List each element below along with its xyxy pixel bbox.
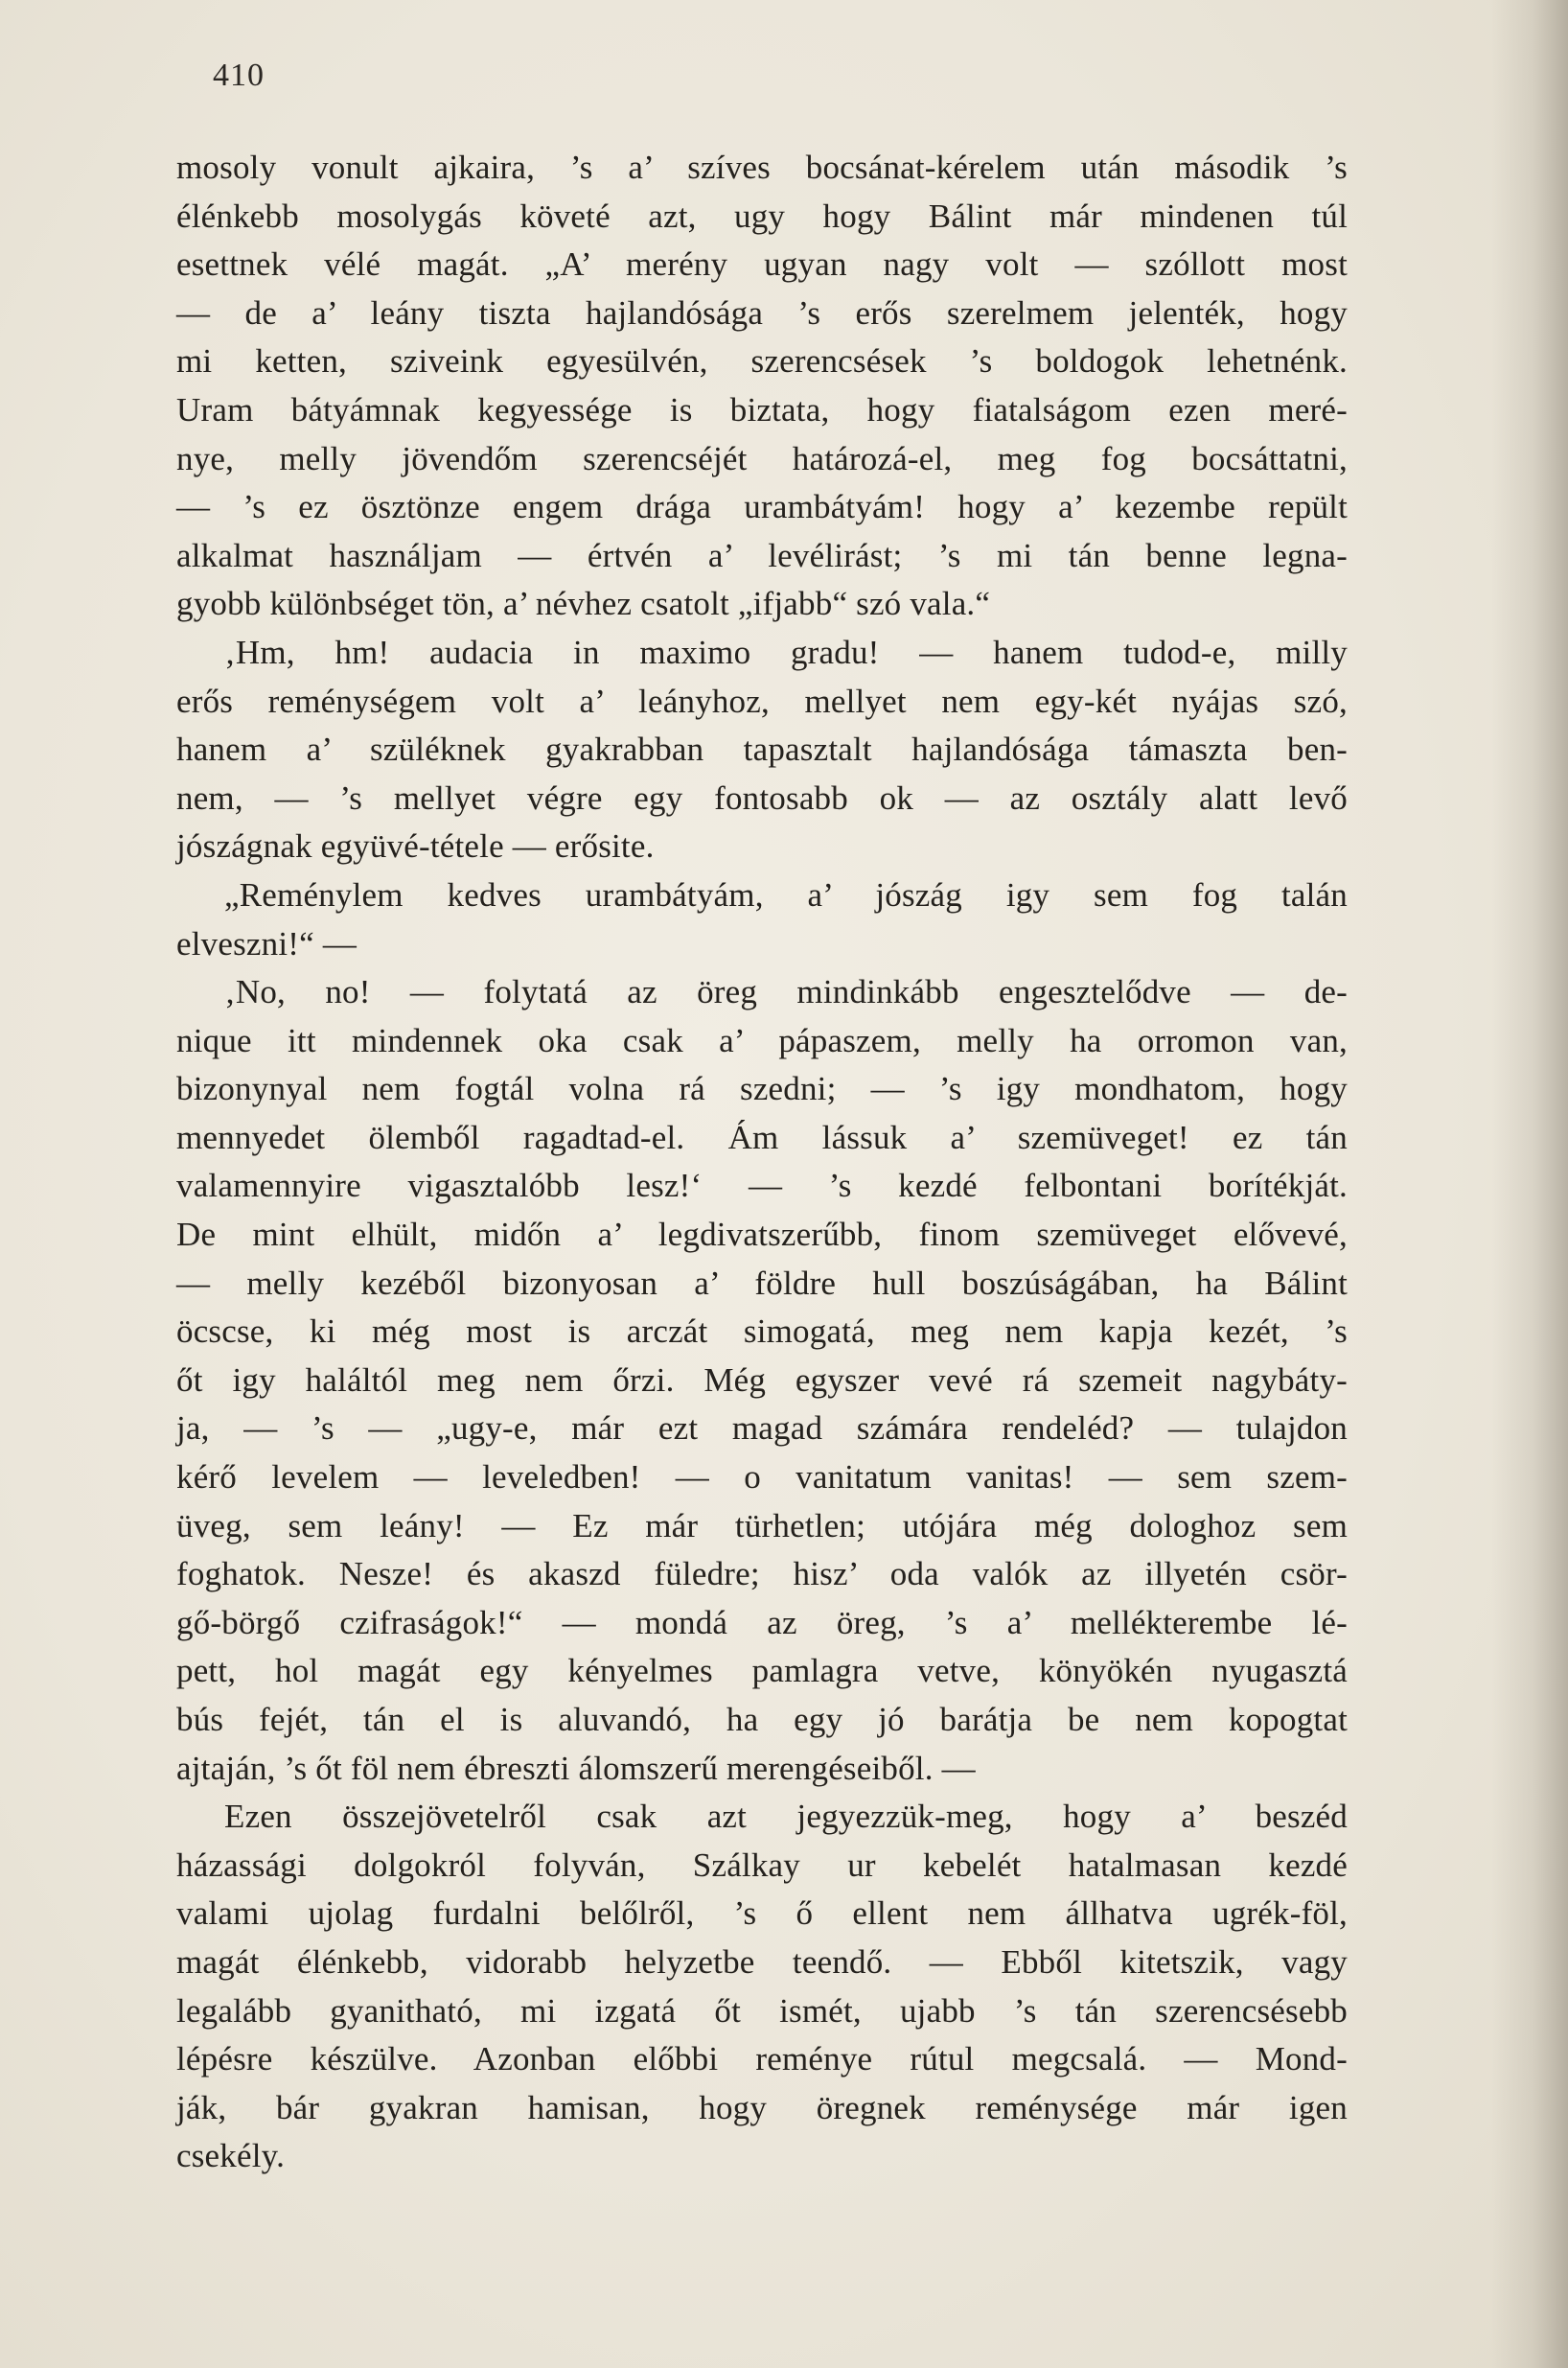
text-line: „Reménylem kedves urambátyám, a’ jószág igy sem fog talán — [224, 875, 1348, 914]
text-line: gő-börgő czifraságok!“ — mondá az öreg, ’s a’ mellékterembe lé- — [176, 1603, 1348, 1641]
text-line: — de a’ leány tiszta hajlandósága ’s erős szerelmem jelenték, hogy — [176, 293, 1348, 332]
text-line: legalább gyanitható, mi izgatá őt ismét, ujabb ’s tán szerencsésebb — [176, 1991, 1348, 2030]
page-binding-shadow — [1491, 0, 1568, 2368]
text-line: ja, — ’s — „ugy-e, már ezt magad számára rendeléd? — tulajdon — [176, 1409, 1348, 1448]
text-line: — melly kezéből bizonyosan a’ földre hull boszúságában, ha Bálint — [176, 1264, 1348, 1302]
text-line: magát élénkebb, vidorabb helyzetbe teendő. — Ebből kitetszik, vagy — [176, 1942, 1348, 1981]
text-line: Uram bátyámnak kegyessége is biztata, hogy fiatalságom ezen meré- — [176, 390, 1348, 429]
text-line: jószágnak együvé-tétele — erősite. — [176, 827, 655, 866]
text-line: házassági dolgokról folyván, Szálkay ur kebelét hatalmasan kezdé — [176, 1846, 1348, 1884]
text-line: pett, hol magát egy kényelmes pamlagra vetve, könyökén nyugasztá — [176, 1652, 1348, 1690]
text-line: alkalmat használjam — értvén a’ levélirást; ’s mi tán benne legna- — [176, 536, 1348, 574]
text-line: hanem a’ szüléknek gyakrabban tapasztalt hajlandósága támaszta ben- — [176, 731, 1348, 769]
text-line: ajtaján, ’s őt föl nem ébreszti álomszerű merengéseiből. — — [176, 1749, 976, 1787]
body-text — [176, 144, 1348, 2181]
text-line: üveg, sem leány! — Ez már türhetlen; utójára még dologhoz sem — [176, 1506, 1348, 1544]
text-line: mi ketten, sziveink egyesülvén, szerencsések ’s boldogok lehetnénk. — [176, 342, 1348, 381]
text-line: valami ujolag furdalni belőlről, ’s ő ellent nem állhatva ugrék-föl, — [176, 1894, 1348, 1933]
text-line: élénkebb mosolygás követé azt, ugy hogy Bálint már mindenen túl — [176, 197, 1348, 235]
text-line: Ezen összejövetelről csak azt jegyezzük-meg, hogy a’ beszéd — [224, 1798, 1348, 1836]
text-line: kérő levelem — leveledben! — o vanitatum vanitas! — sem szem- — [176, 1458, 1348, 1497]
text-line: nique itt mindennek oka csak a’ pápaszem, melly ha orromon van, — [176, 1021, 1348, 1059]
text-line: mosoly vonult ajkaira, ’s a’ szíves bocsánat-kérelem után második ’s — [176, 149, 1348, 186]
text-line: bizonynyal nem fogtál volna rá szedni; — ’s igy mondhatom, hogy — [176, 1070, 1348, 1108]
text-line: mennyedet ölemből ragadtad-el. Ám lássuk a’ szemüveget! ez tán — [176, 1118, 1348, 1156]
text-line: ják, bár gyakran hamisan, hogy öregnek reménysége már igen — [176, 2088, 1348, 2126]
text-line: gyobb különbséget tön, a’ névhez csatolt „ifjabb“ szó vala.“ — [176, 585, 991, 623]
text-line: — ’s ez ösztönze engem drága urambátyám! hogy a’ kezembe repült — [176, 488, 1348, 526]
text-line: bús fejét, tán el is aluvandó, ha egy jó barátja be nem kopogtat — [176, 1701, 1348, 1738]
text-line: valamennyire vigasztalóbb lesz!‘ — ’s kezdé felbontani borítékját. — [176, 1167, 1348, 1205]
text-line: öcscse, ki még most is arczát simogatá, meg nem kapja kezét, ’s — [176, 1312, 1348, 1351]
text-line: ‚No, no! — folytatá az öreg mindinkább engesztelődve — de- — [224, 973, 1348, 1011]
text-line: foghatok. Nesze! és akaszd füledre; hisz’ oda valók az illyetén csör- — [176, 1555, 1348, 1593]
text-line: esettnek vélé magát. „A’ merény ugyan nagy volt — szóllott most — [176, 245, 1348, 284]
text-line: nem, — ’s mellyet végre egy fontosabb ok — az osztály alatt levő — [176, 778, 1348, 817]
text-line: elveszni!“ — — [176, 924, 357, 963]
text-line: csekély. — [176, 2137, 286, 2175]
text-line: lépésre készülve. Azonban előbbi reménye rútul megcsalá. — Mond- — [176, 2040, 1348, 2078]
text-line: őt igy haláltól meg nem őrzi. Még egyszer vevé rá szemeit nagybáty- — [176, 1360, 1348, 1399]
page-number: 410 — [213, 58, 265, 93]
text-line: nye, melly jövendőm szerencséjét határozá-el, meg fog bocsáttatni, — [176, 439, 1348, 477]
text-line: erős reménységem volt a’ leányhoz, mellyet nem egy-két nyájas szó, — [176, 682, 1348, 720]
text-line: De mint elhült, midőn a’ legdivatszerűbb, finom szemüveget elővevé, — [176, 1216, 1348, 1254]
text-line: ‚Hm, hm! audacia in maximo gradu! — hanem tudod-e, milly — [224, 633, 1348, 671]
